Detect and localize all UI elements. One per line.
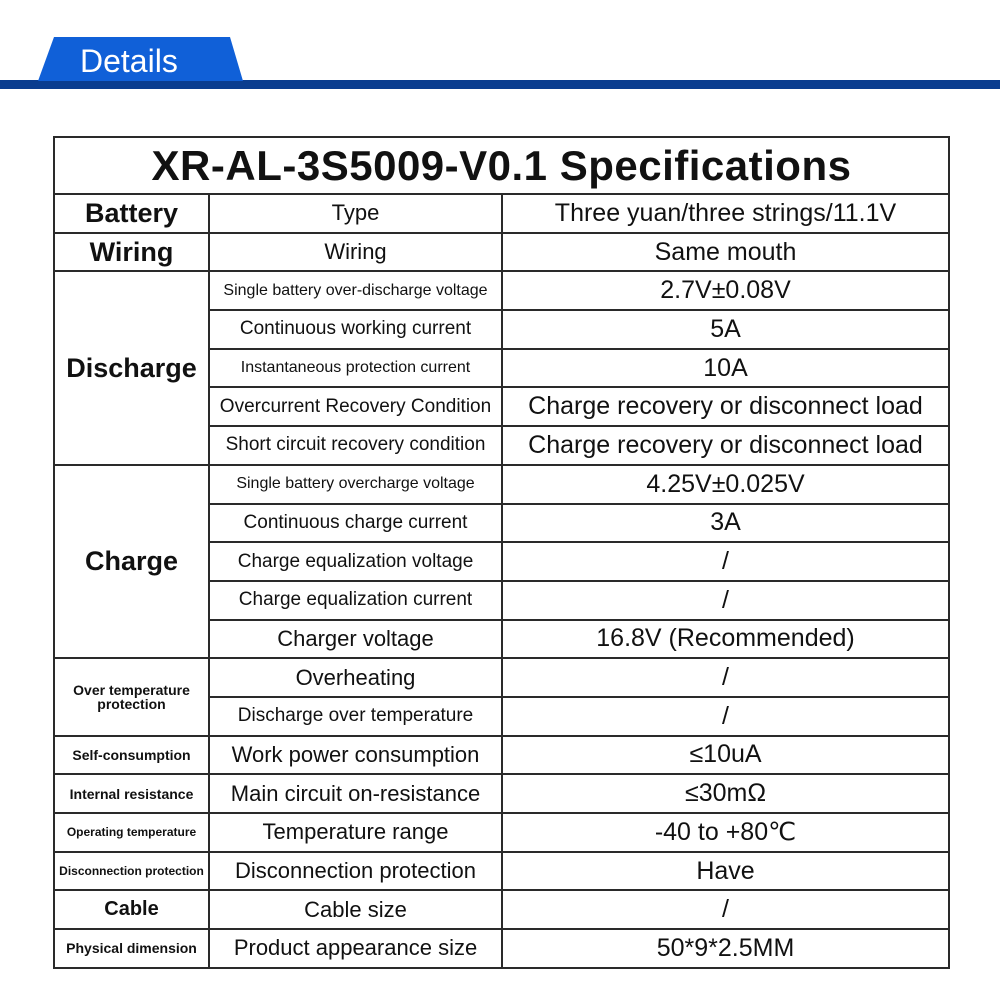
param-cell: Discharge over temperature <box>209 697 502 736</box>
param-cell: Type <box>209 194 502 233</box>
param-cell: Work power consumption <box>209 736 502 775</box>
param-cell: Product appearance size <box>209 929 502 968</box>
table-row <box>54 736 949 775</box>
value-cell: 16.8V (Recommended) <box>502 620 949 659</box>
details-tab-label: Details <box>80 43 178 79</box>
value-cell: ≤30mΩ <box>502 774 949 813</box>
value-cell: ≤10uA <box>502 736 949 775</box>
header-divider-bar <box>0 80 1000 89</box>
group-cable: Cable <box>54 890 209 929</box>
value-cell: / <box>502 697 949 736</box>
table-row <box>54 813 949 852</box>
value-cell: 10A <box>502 349 949 388</box>
param-cell: Charger voltage <box>209 620 502 659</box>
group-wiring: Wiring <box>54 233 209 272</box>
table-row <box>54 194 949 233</box>
group-discharge: Discharge <box>54 271 209 464</box>
table-row <box>54 929 949 968</box>
value-cell: Have <box>502 852 949 891</box>
value-cell: -40 to +80℃ <box>502 813 949 852</box>
value-cell: Charge recovery or disconnect load <box>502 387 949 426</box>
param-cell: Wiring <box>209 233 502 272</box>
value-cell: / <box>502 581 949 620</box>
value-cell: 4.25V±0.025V <box>502 465 949 504</box>
spec-title: XR-AL-3S5009-V0.1 Specifications <box>54 137 949 194</box>
param-cell: Overcurrent Recovery Condition <box>209 387 502 426</box>
group-physical-dimension: Physical dimension <box>54 929 209 968</box>
table-row <box>54 271 949 310</box>
group-operating-temperature: Operating temperature <box>54 813 209 852</box>
param-cell: Overheating <box>209 658 502 697</box>
param-cell: Continuous charge current <box>209 504 502 543</box>
table-row <box>54 890 949 929</box>
value-cell: Three yuan/three strings/11.1V <box>502 194 949 233</box>
value-cell: / <box>502 890 949 929</box>
param-cell: Cable size <box>209 890 502 929</box>
group-self-consumption: Self-consumption <box>54 736 209 775</box>
value-cell: / <box>502 658 949 697</box>
group-internal-resistance: Internal resistance <box>54 774 209 813</box>
value-cell: Same mouth <box>502 233 949 272</box>
param-cell: Temperature range <box>209 813 502 852</box>
group-charge: Charge <box>54 465 209 658</box>
param-cell: Single battery overcharge voltage <box>209 465 502 504</box>
table-row <box>54 774 949 813</box>
table-row <box>54 658 949 697</box>
param-cell: Charge equalization current <box>209 581 502 620</box>
group-battery: Battery <box>54 194 209 233</box>
value-cell: 5A <box>502 310 949 349</box>
value-cell: / <box>502 542 949 581</box>
group-over-temperature: Over temperature protection <box>54 658 209 735</box>
param-cell: Single battery over-discharge voltage <box>209 271 502 310</box>
value-cell: 2.7V±0.08V <box>502 271 949 310</box>
specifications-table <box>53 136 950 969</box>
table-row <box>54 852 949 891</box>
param-cell: Main circuit on-resistance <box>209 774 502 813</box>
value-cell: 3A <box>502 504 949 543</box>
value-cell: 50*9*2.5MM <box>502 929 949 968</box>
table-row <box>54 233 949 272</box>
table-row <box>54 465 949 504</box>
param-cell: Charge equalization voltage <box>209 542 502 581</box>
param-cell: Short circuit recovery condition <box>209 426 502 465</box>
param-cell: Instantaneous protection current <box>209 349 502 388</box>
value-cell: Charge recovery or disconnect load <box>502 426 949 465</box>
param-cell: Disconnection protection <box>209 852 502 891</box>
group-disconnection-protection: Disconnection protection <box>54 852 209 891</box>
param-cell: Continuous working current <box>209 310 502 349</box>
